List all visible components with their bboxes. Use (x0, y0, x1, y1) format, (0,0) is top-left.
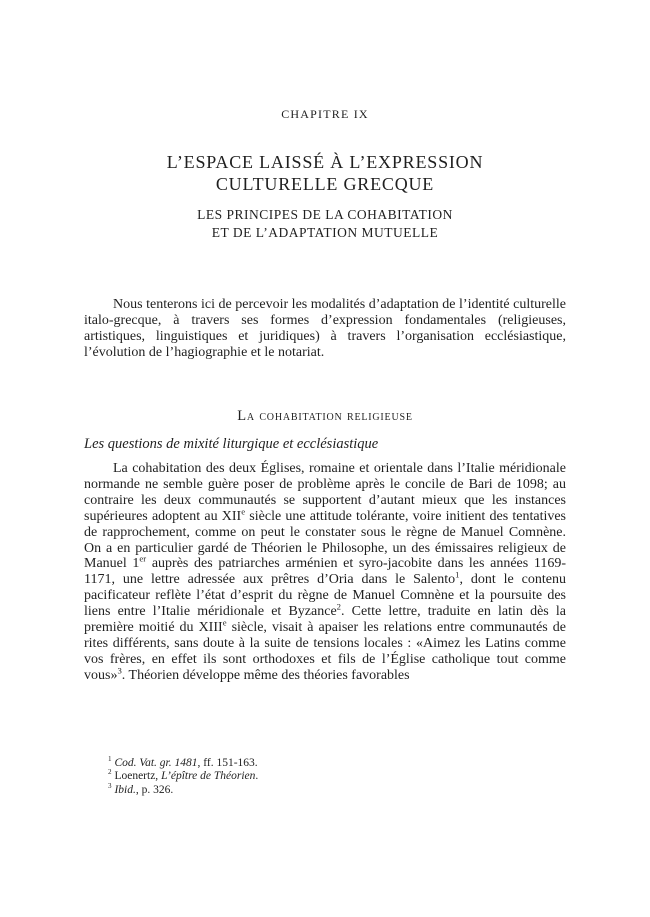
title-line-1: L’ESPACE LAISSÉ À L’EXPRESSION (166, 152, 484, 172)
chapter-label: CHAPITRE IX (281, 107, 369, 121)
intro-paragraph: Nous tenterons ici de percevoir les modalités d’adaptation de l’identité culturelle italo-grecque, à travers ses formes d’expression fondamentales (religieuses, artistiques, linguistiques et juridiques) à travers l’organisation ecclésiastique, l’évolution de l’hagiographie et le notariat. (84, 297, 566, 360)
footnote-1: $^1$ Cod. Vat. gr. 1481, ff. 151-163. (108, 755, 258, 769)
chapter-title (84, 151, 566, 195)
subtitle-line-2: ET DE L’ADAPTATION MUTUELLE (211, 225, 439, 240)
chapter-subtitle (84, 206, 566, 242)
body-paragraph: La cohabitation des deux Églises, romaine et orientale dans l’Italie méridionale normande ne semble guère poser de problème après le concile de Bari de 1098; au contraire les deux communautés se supportent d’autant mieux que les instances supérieures adoptent au XIIe siècle une attitude tolérante, voire initient des tentatives de rapprochement, comme on peut le constater sous le règne de Manuel Comnène. On a en particulier gardé de Théorien le Philosophe, un des émissaires religieux de Manuel 1er auprès des patriarches arménien et syro-jacobite dans les années 1169-1171, une lettre adressée aux prêtres d’Oria dans le Salento$^1$, dont le contenu pacificateur reflète l’état d’esprit du règne de Manuel Comnène et la poursuite des liens entre l’Italie méridionale et Byzance$^2$. Cette lettre, traduite en latin dès la première moitié du XIIIe siècle, visait à apaiser les relations entre communautés de rites différents, sans doute à la suite de tensions locales : «Aimez les Latins comme vos frères, en effet ils sont orthodoxes et fils de l’Église catholique tout comme vous»$^3$. Théorien développe même des théories favorables (84, 461, 567, 683)
footnote-3: $^3$ Ibid., p. 326. (108, 781, 174, 796)
footnotes (84, 757, 566, 797)
footnote-2: $^2$ Loenertz, L’épître de Théorien. (108, 768, 259, 783)
title-line-2: CULTURELLE GRECQUE (215, 174, 435, 194)
subsection-heading: Les questions de mixité liturgique et ecclésiastique (84, 436, 379, 452)
subtitle-line-1: LES PRINCIPES DE LA COHABITATION (197, 207, 453, 222)
section-heading: La cohabitation religieuse (237, 408, 413, 424)
